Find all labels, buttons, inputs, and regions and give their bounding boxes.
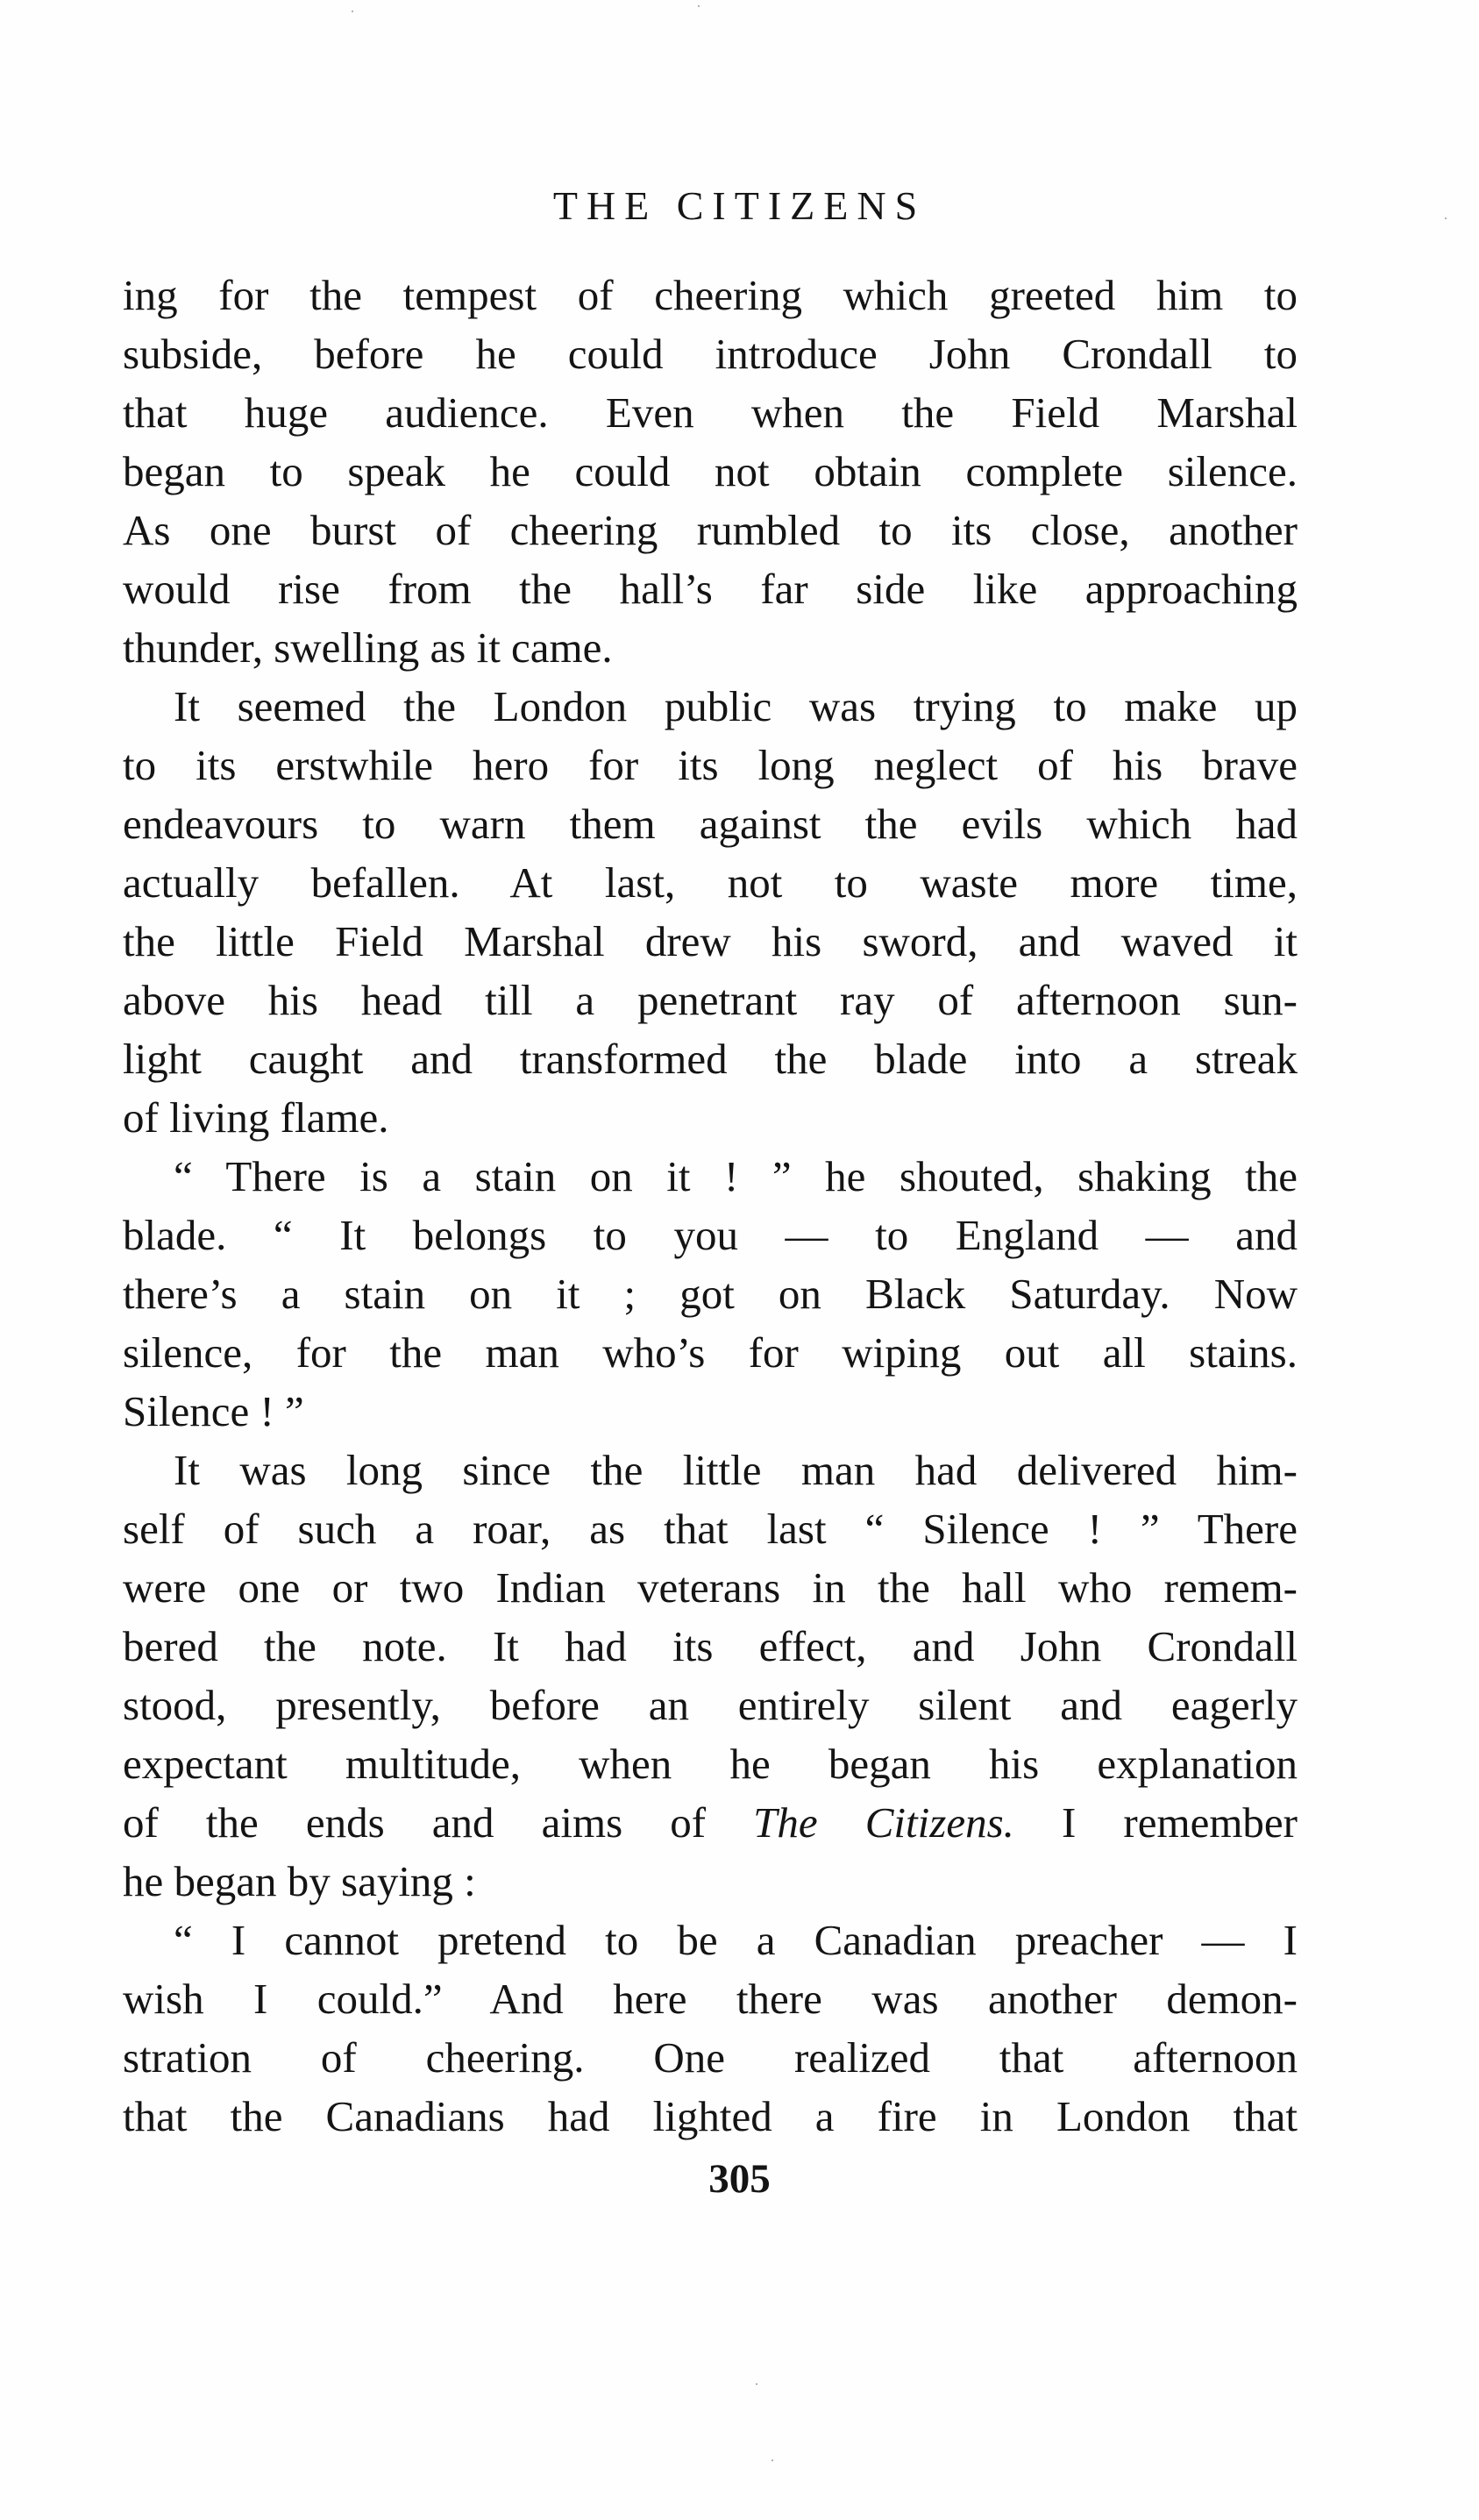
paper-speck <box>698 5 700 7</box>
text-line: of living flame. <box>123 1093 389 1142</box>
text-line: bered the note. It had its effect, and John Crondall <box>123 1622 1298 1670</box>
text-line-part: I remember <box>1061 1798 1298 1847</box>
running-head: THE CITIZENS <box>552 183 927 228</box>
text-line: wish I could.” And here there was another demon- <box>123 1975 1298 2023</box>
page-number: 305 <box>708 2156 771 2202</box>
text-line: endeavours to warn them against the evils which had <box>123 800 1298 848</box>
text-line: ing for the tempest of cheering which greeted him to <box>123 271 1298 319</box>
text-line: As one burst of cheering rumbled to its close, another <box>123 506 1298 554</box>
text-line: self of such a roar, as that last “ Silence ! ” There <box>123 1505 1298 1553</box>
text-line: the little Field Marshal drew his sword, and waved it <box>123 917 1298 965</box>
text-line: light caught and transformed the blade into a streak <box>123 1035 1298 1083</box>
text-line: above his head till a penetrant ray of afternoon sun- <box>123 976 1298 1024</box>
text-line: began to speak he could not obtain complete silence. <box>123 447 1298 495</box>
paper-speck <box>352 11 353 12</box>
text-line: blade. “ It belongs to you — to England — and <box>123 1211 1298 1259</box>
text-line: stration of cheering. One realized that afternoon <box>123 2033 1298 2082</box>
text-line: that huge audience. Even when the Field Marshal <box>123 388 1298 437</box>
text-line: to its erstwhile hero for its long neglect of his brave <box>123 741 1298 789</box>
paper-speck <box>756 2383 757 2385</box>
text-line: that the Canadians had lighted a fire in London that <box>123 2092 1298 2140</box>
text-line-part: of the ends and aims of <box>123 1798 707 1847</box>
text-line: silence, for the man who’s for wiping out all stains. <box>123 1328 1298 1377</box>
text-line: “ There is a stain on it ! ” he shouted, shaking the <box>174 1152 1298 1200</box>
text-line: actually befallen. At last, not to waste more time, <box>123 858 1298 907</box>
text-line: he began by saying : <box>123 1857 476 1905</box>
text-line: stood, presently, before an entirely silent and eagerly <box>123 1681 1298 1729</box>
book-title-italic: The Citizens. <box>753 1798 1014 1847</box>
text-line-with-title <box>123 1793 1298 1852</box>
text-line: Silence ! ” <box>123 1387 304 1435</box>
text-line: there’s a stain on it ; got on Black Saturday. Now <box>123 1270 1298 1318</box>
text-line: expectant multitude, when he began his explanation <box>123 1740 1298 1788</box>
text-line: “ I cannot pretend to be a Canadian preacher — I <box>174 1916 1298 1964</box>
text-line: thunder, swelling as it came. <box>123 623 613 672</box>
text-line: were one or two Indian veterans in the hall who remem- <box>123 1563 1298 1612</box>
text-line: subside, before he could introduce John Crondall to <box>123 330 1298 378</box>
body-text <box>123 266 1298 2146</box>
paper-speck <box>771 2459 773 2461</box>
text-line: It seemed the London public was trying to make up <box>174 682 1298 730</box>
text-line: It was long since the little man had delivered him- <box>174 1446 1298 1494</box>
text-line: would rise from the hall’s far side like approaching <box>123 565 1298 613</box>
